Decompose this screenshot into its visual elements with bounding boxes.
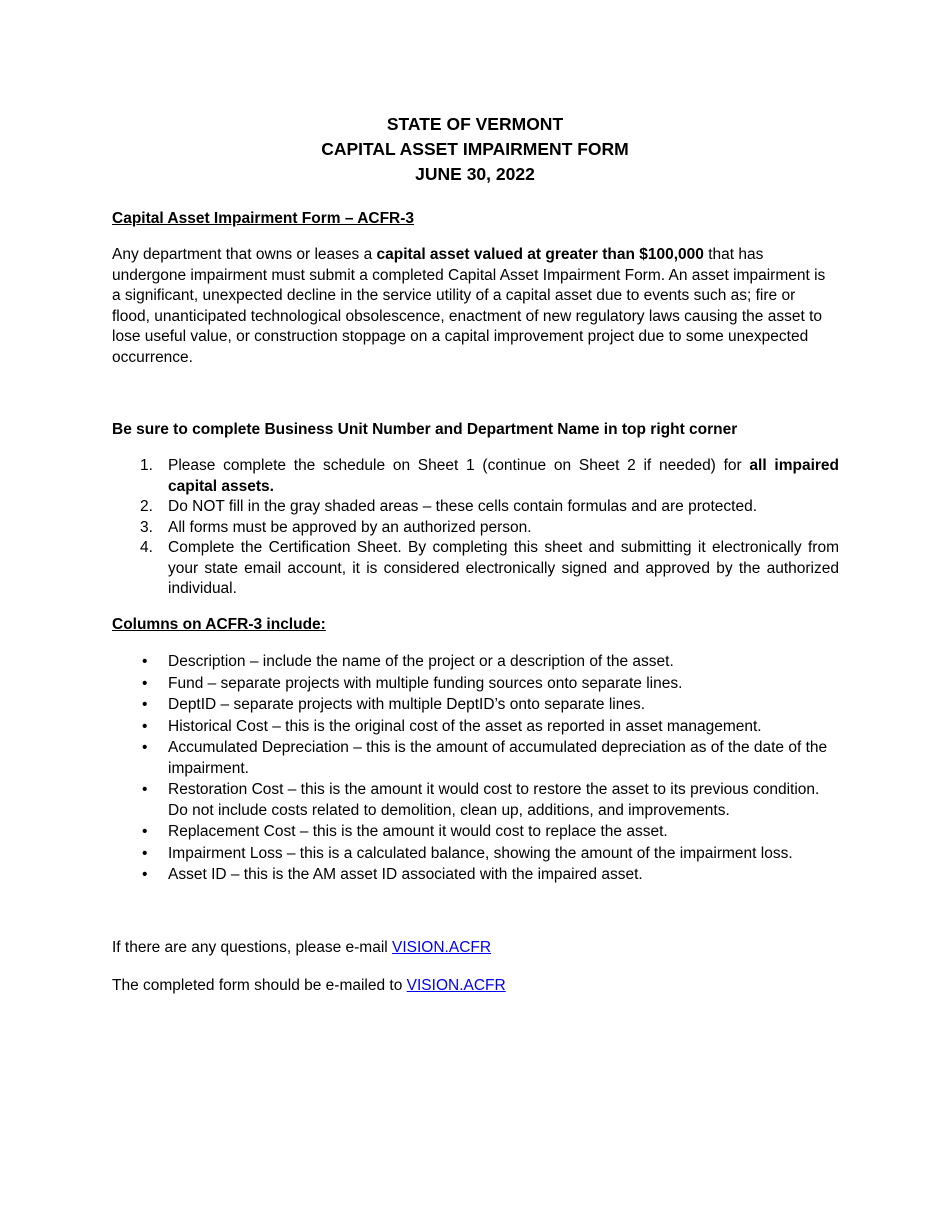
item-text: Description – include the name of the project or a description of the asset. <box>168 653 674 670</box>
list-item <box>112 695 839 716</box>
list-item <box>112 538 839 600</box>
bullet-icon: • <box>142 653 148 670</box>
item-number: 4. <box>140 539 153 556</box>
list-item <box>112 652 839 673</box>
item-text: Historical Cost – this is the original cost of the asset as reported in asset management. <box>168 717 762 735</box>
intro-text-start: Any department that owns or leases a <box>112 246 377 263</box>
item-text: Impairment Loss – this is a calculated balance, showing the amount of the impairment loss. <box>168 844 793 862</box>
item-text: Accumulated Depreciation – this is the amount of accumulated depreciation as of the date of the impairment. <box>168 739 828 777</box>
item-number: 2. <box>140 498 153 515</box>
list-item <box>112 674 839 695</box>
item-text: Asset ID – this is the AM asset ID associated with the impaired asset. <box>168 866 643 883</box>
questions-text: If there are any questions, please e-mail <box>112 939 393 956</box>
columns-list <box>112 652 839 887</box>
intro-paragraph <box>112 245 832 368</box>
list-item <box>112 497 839 518</box>
section-heading-acfr3: Capital Asset Impairment Form – ACFR-3 <box>112 210 415 227</box>
submission-email-link[interactable]: VISION.ACFR <box>406 977 506 994</box>
bullet-icon: • <box>142 696 148 713</box>
item-number: 1. <box>140 457 153 474</box>
intro-text-bold: capital asset valued at greater than $100,000 <box>376 246 704 263</box>
bullet-icon: • <box>142 781 148 798</box>
list-item <box>112 518 839 539</box>
bullet-icon: • <box>142 717 148 735</box>
bullet-icon: • <box>142 739 148 756</box>
list-item <box>112 844 839 865</box>
item-text: Do NOT fill in the gray shaded areas – these cells contain formulas and are protected. <box>168 498 758 515</box>
submission-line <box>112 976 506 997</box>
questions-email-link[interactable]: VISION.ACFR <box>392 939 492 956</box>
item-text: Restoration Cost – this is the amount it would cost to restore the asset to its previous condition. Do not include costs related to demolition, clean up, additions, and improvements. <box>168 781 820 819</box>
list-item <box>112 865 839 886</box>
item-text: Replacement Cost – this is the amount it would cost to replace the asset. <box>168 823 668 840</box>
list-item <box>112 456 839 497</box>
intro-text-end: that has undergone impairment must submit a completed Capital Asset Impairment Form. An asset impairment is a significant, unexpected decline in the service utility of a capital asset due to events such as; fire or flood, unanticipated technological obsolescence, enactment of new regulatory laws causing the asset to lose useful value, or construction stoppage on a capital improvement project due to some unexpected occurrence. <box>112 246 826 366</box>
questions-line <box>112 938 491 959</box>
bullet-icon: • <box>142 823 148 840</box>
title-date: JUNE 30, 2022 <box>415 164 535 184</box>
item-text: All forms must be approved by an authorized person. <box>168 518 532 536</box>
bullet-icon: • <box>142 674 148 692</box>
item-number: 3. <box>140 518 153 536</box>
columns-heading: Columns on ACFR-3 include: <box>112 616 326 633</box>
title-form-name: CAPITAL ASSET IMPAIRMENT FORM <box>321 139 629 159</box>
item-text: Complete the Certification Sheet. By completing this sheet and submitting it electronically from your state email account, it is considered electronically signed and approved by the authorized individual. <box>168 539 839 597</box>
item-text-bold: all impaired capital assets. <box>168 457 839 495</box>
list-item <box>112 717 839 738</box>
bullet-icon: • <box>142 844 148 862</box>
item-text: DeptID – separate projects with multiple DeptID’s onto separate lines. <box>168 696 646 713</box>
list-item <box>112 822 839 843</box>
instructions-list <box>112 456 839 600</box>
bullet-icon: • <box>142 866 148 883</box>
instructions-heading: Be sure to complete Business Unit Number and Department Name in top right corner <box>112 421 738 438</box>
item-text: Please complete the schedule on Sheet 1 (continue on Sheet 2 if needed) for <box>168 457 750 474</box>
document-title <box>0 112 950 187</box>
list-item <box>112 780 839 821</box>
list-item <box>112 738 839 779</box>
title-state: STATE OF VERMONT <box>386 114 564 134</box>
submission-text: The completed form should be e-mailed to <box>112 977 407 994</box>
item-text: Fund – separate projects with multiple funding sources onto separate lines. <box>168 674 683 692</box>
